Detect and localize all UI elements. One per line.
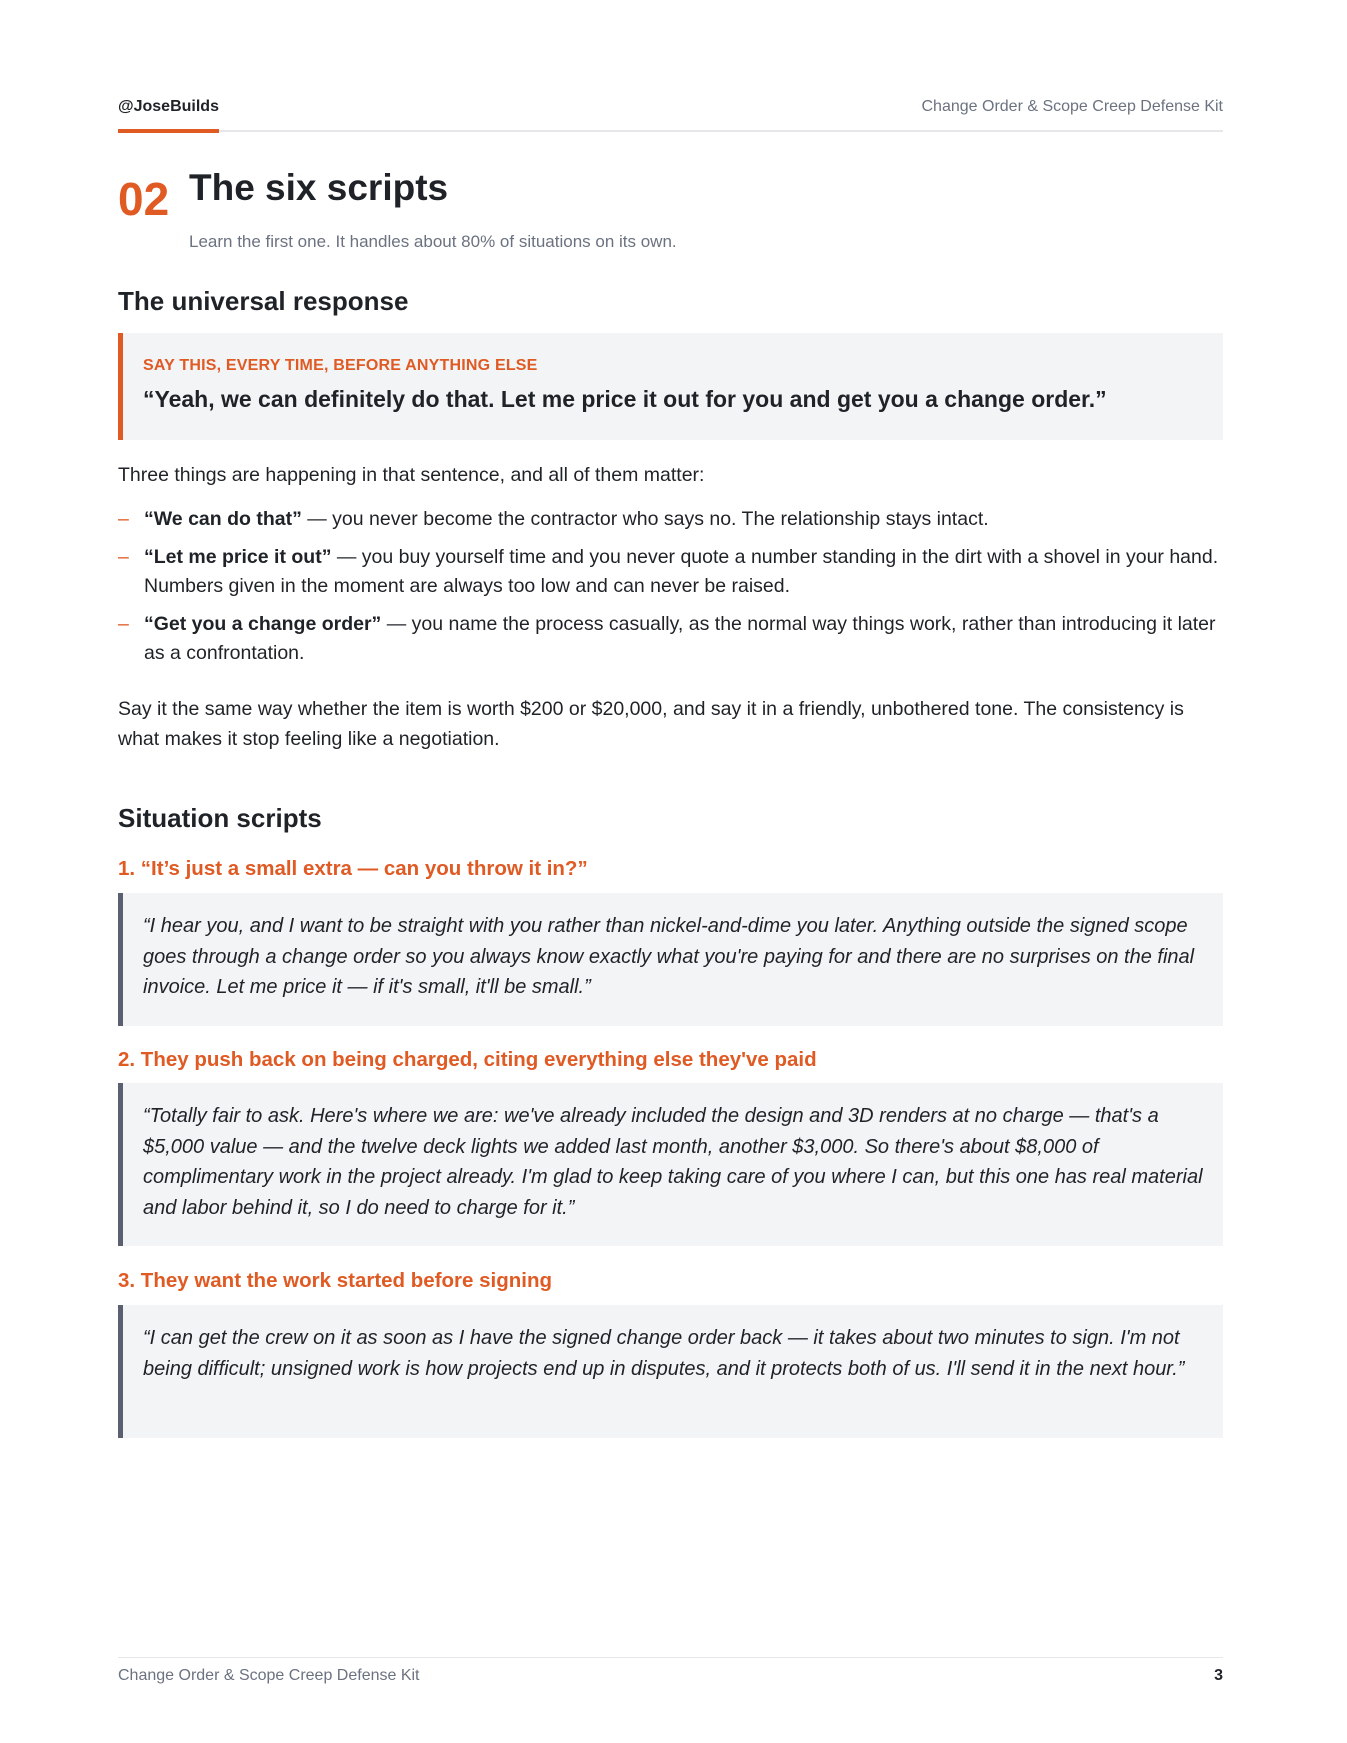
callout-quote: “Yeah, we can definitely do that. Let me price it out for you and get you a change order.”: [143, 386, 1107, 412]
bullet-text: — you name the process casually, as the normal way things work, rather than introducing it later as a confrontation.: [144, 613, 1216, 664]
closing-paragraph: Say it the same way whether the item is worth $200 or $20,000, and say it in a friendly, unbothered tone. The consistency is what makes it stop feeling like a negotiation.: [118, 698, 1184, 750]
brand-handle: @JoseBuilds: [118, 98, 219, 115]
bullet-text: — you buy yourself time and you never quote a number standing in the dirt with a shovel in your hand. Numbers given in the moment are always too low and can never be raised.: [144, 546, 1219, 597]
script-box: “Totally fair to ask. Here's where we are: we've already included the design and 3D renders at no charge — that's a $5,000 value — and the twelve deck lights we added last month, another $3,000. So there's about $8,000 of complimentary work in the project already. I'm glad to keep taking care of you where I can, but this one has real material and labor behind it, so I do need to charge for it.”: [118, 1083, 1223, 1246]
explanation-list: [118, 505, 1223, 677]
situation-title: 1. “It’s just a small extra — can you throw it in?”: [118, 857, 588, 880]
footer-divider: [118, 1657, 1223, 1658]
situation-title: 2. They push back on being charged, citing everything else they've paid: [118, 1048, 817, 1071]
universal-response-heading: The universal response: [118, 286, 409, 316]
dash-marker: –: [118, 546, 129, 568]
header-doc-title: Change Order & Scope Creep Defense Kit: [921, 98, 1223, 115]
list-item: [118, 505, 1223, 534]
script-box: “I hear you, and I want to be straight with you rather than nickel-and-dime you later. Anything outside the signed scope goes through a change order so you always know exactly what you're paying for and there are no surprises on the final invoice. Let me price it — if it's small, it'll be small.”: [118, 893, 1223, 1026]
bullet-text: — you never become the contractor who says no. The relationship stays intact.: [301, 508, 989, 530]
section-number: 02: [118, 173, 170, 225]
bullet-lead: “Get you a change order”: [144, 613, 382, 635]
callout-label: SAY THIS, EVERY TIME, BEFORE ANYTHING ELSE: [143, 357, 538, 374]
universal-response-callout: [118, 333, 1223, 440]
dash-marker: –: [118, 613, 129, 635]
bullet-lead: “We can do that”: [144, 508, 302, 530]
situation-title: 3. They want the work started before signing: [118, 1269, 552, 1292]
section-subtitle: Learn the first one. It handles about 80% of situations on its own.: [189, 232, 677, 251]
script-box: “I can get the crew on it as soon as I have the signed change order back — it takes about two minutes to sign. I'm not being difficult; unsigned work is how projects end up in disputes, and it protects both of us. I'll send it in the next hour.”: [118, 1305, 1223, 1438]
dash-marker: –: [118, 508, 129, 530]
footer-doc-title: Change Order & Scope Creep Defense Kit: [118, 1667, 420, 1684]
header-accent-bar: [118, 129, 219, 133]
list-item: [118, 543, 1223, 601]
header-divider: [118, 130, 1223, 132]
bullet-lead: “Let me price it out”: [144, 546, 332, 568]
situation-scripts-heading: Situation scripts: [118, 803, 322, 833]
page-header: [118, 98, 1223, 134]
section-title: The six scripts: [189, 167, 449, 208]
list-item: [118, 610, 1223, 668]
intro-paragraph: Three things are happening in that sentence, and all of them matter:: [118, 464, 705, 486]
page-number: 3: [1214, 1667, 1223, 1684]
